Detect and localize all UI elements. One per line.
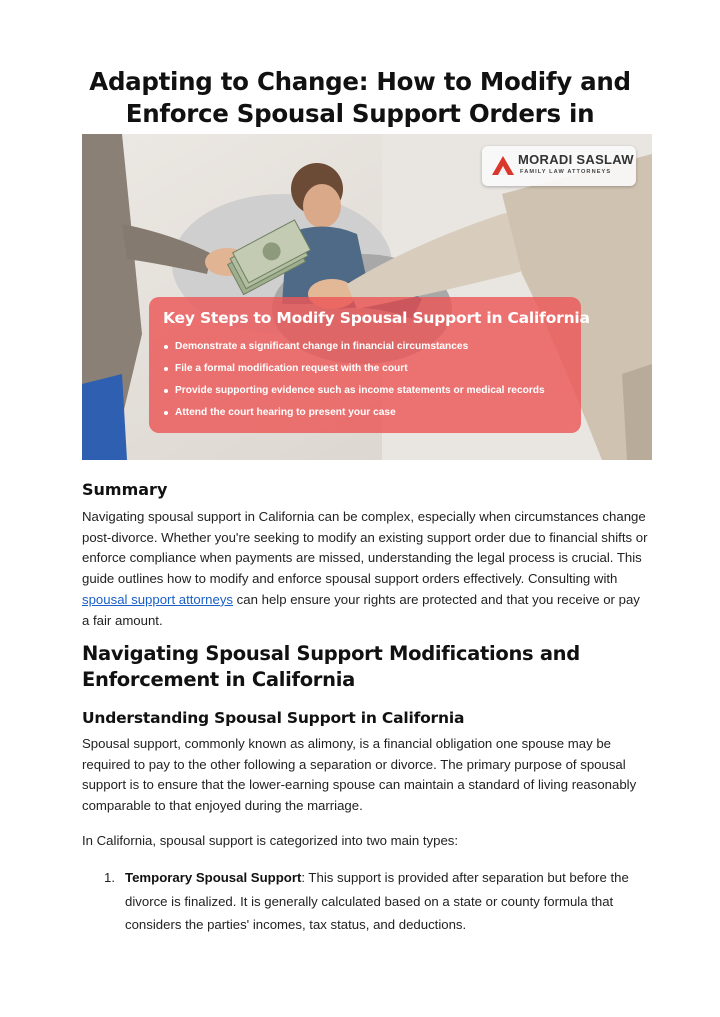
summary-text-before-link: Navigating spousal support in California can be complex, especially when circumstances change post-divorce. Whether you're seeking to modify an existing support order due to financial shifts or enforce compliance when payments are missed, understanding the legal process is crucial. This guide outlines how to modify and enforce spousal support orders effectively. Consulting with bbox=[82, 509, 648, 587]
hero-image bbox=[82, 134, 652, 460]
law-firm-logo bbox=[482, 146, 636, 186]
summary-heading: Summary bbox=[82, 480, 168, 499]
logo-firm-name: MORADI SASLAW bbox=[518, 152, 634, 167]
key-steps-list bbox=[163, 340, 545, 428]
support-type-description: : This support is provided after separation but before the divorce is finalized. It is generally calculated based on a state or county formula that considers the parties' incomes, tax status, and deductions. bbox=[125, 870, 629, 933]
summary-paragraph bbox=[82, 507, 650, 631]
list-number: 1. bbox=[104, 870, 115, 885]
support-type-item bbox=[82, 866, 657, 937]
logo-tagline: FAMILY LAW ATTORNEYS bbox=[520, 169, 612, 175]
summary-text-after-link: can help ensure your rights are protected and that you receive or pay a fair amount. bbox=[82, 591, 640, 628]
support-type-term: Temporary Spousal Support bbox=[125, 870, 302, 885]
key-steps-card bbox=[149, 297, 590, 433]
key-step-item: Provide supporting evidence such as income statements or medical records bbox=[163, 384, 545, 406]
key-step-item: Attend the court hearing to present your case bbox=[163, 406, 545, 428]
page-title: Adapting to Change: How to Modify and Enforce Spousal Support Orders in bbox=[89, 67, 631, 128]
subsection-heading: Understanding Spousal Support in California bbox=[82, 709, 465, 727]
spousal-support-attorneys-link[interactable]: spousal support attorneys bbox=[82, 591, 234, 607]
key-steps-title: Key Steps to Modify Spousal Support in California bbox=[163, 309, 590, 327]
spousal-support-definition-paragraph: Spousal support, commonly known as alimony, is a financial obligation one spouse may be required to pay to the other following a separation or divorce. The primary purpose of spousal support is to ensure that the lower-earning spouse can maintain a standard of living reasonably comparable to that enjoyed during the marriage. bbox=[82, 736, 637, 814]
section-heading: Navigating Spousal Support Modifications and Enforcement in California bbox=[82, 642, 580, 691]
key-step-item: File a formal modification request with the court bbox=[163, 362, 545, 384]
support-types-list bbox=[82, 866, 657, 937]
logo-mark-icon bbox=[490, 153, 516, 179]
support-types-intro: In California, spousal support is categorized into two main types: bbox=[82, 833, 459, 848]
key-step-item: Demonstrate a significant change in financial circumstances bbox=[163, 340, 545, 362]
